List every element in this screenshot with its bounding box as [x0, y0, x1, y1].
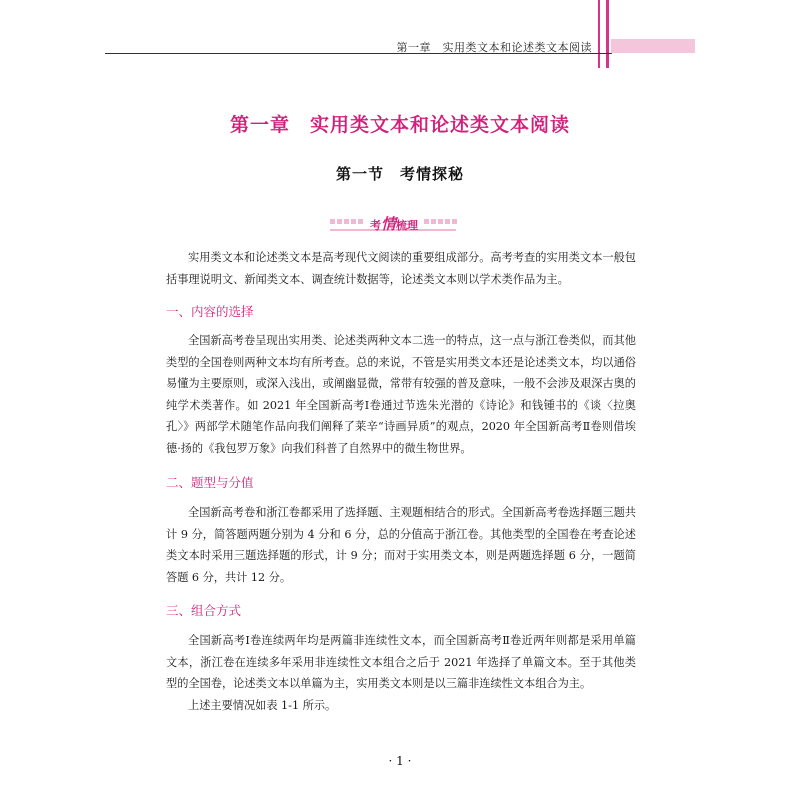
badge-square [445, 219, 450, 224]
header-line [598, 0, 600, 68]
section-title: 第一节 考情探秘 [335, 165, 464, 183]
section-heading-types: 二、题型与分值 [166, 475, 254, 490]
section-heading-content: 一、内容的选择 [166, 304, 254, 319]
badge-label [370, 213, 418, 234]
badge-square [351, 219, 356, 224]
badge-square [424, 219, 429, 224]
badge-square [431, 219, 436, 224]
page-number: · 1 · [388, 754, 412, 768]
badge-char: 考 [370, 219, 381, 232]
badge-char: 梳理 [396, 219, 419, 232]
section-heading-combination: 三、组合方式 [166, 603, 242, 618]
badge-square [337, 219, 342, 224]
table-reference: 上述主要情况如表 1-1 所示。 [188, 699, 337, 712]
badge-square [438, 219, 443, 224]
combination-paragraph: 全国新高考Ⅰ卷连续两年均是两篇非连续性文本，而全国新高考Ⅱ卷近两年则都是采用单篇文本，浙江卷在连续多年采用非连续性文本组合之后于 2021 年选择了单篇文本。至于其他类型的全国卷，论述类文本以单篇为主，实用类文本则是以三篇非连续性文本组合为主。 [166, 634, 636, 690]
header-line [606, 0, 609, 68]
badge-char-large: 情 [381, 215, 397, 233]
section-badge [330, 213, 456, 231]
header-decoration [598, 0, 612, 68]
types-paragraph: 全国新高考卷和浙江卷都采用了选择题、主观题相结合的形式。全国新高考卷选择题三题共计 9 分，简答题两题分别为 4 分和 6 分，总的分值高于浙江卷。其他类型的全国卷在考查论述类文本时采用三题选择题的形式，计 9 分；而对于实用类文本，则是两题选择题 6 分，一题简答题 6 分，共计 12 分。 [166, 506, 636, 584]
content-paragraph: 全国新高考卷呈现出实用类、论述类两种文本二选一的特点，这一点与浙江卷类似，而其他类型的全国卷则两种文本均有所考查。总的来说，不管是实用类文本还是论述类文本，均以通俗易懂为主要原则，或深入浅出，或阐幽显微，常带有较强的普及意味，一般不会涉及艰深古奥的纯学术类著作。如 2021 年全国新高考Ⅰ卷通过节选朱光潜的《诗论》和钱锺书的《谈〈拉奥孔〉》两部学术随笔作品向我们阐释了莱辛“诗画异质”的观点，2020 年全国新高考Ⅱ卷则借埃德·扬的《我包罗万象》向我们科普了自然界中的微生物世界。 [166, 334, 636, 455]
badge-square [330, 219, 335, 224]
badge-square [344, 219, 349, 224]
header-band [611, 39, 695, 53]
badge-square [358, 219, 363, 224]
chapter-title: 第一章 实用类文本和论述类文本阅读 [229, 114, 570, 136]
badge-square [452, 219, 457, 224]
running-header: 第一章 实用类文本和论述类文本阅读 [396, 41, 592, 54]
intro-paragraph: 实用类文本和论述类文本是高考现代文阅读的重要组成部分。高考考查的实用类文本一般包括事理说明文、新闻类文本、调查统计数据等，论述类文本则以学术类作品为主。 [166, 251, 636, 286]
